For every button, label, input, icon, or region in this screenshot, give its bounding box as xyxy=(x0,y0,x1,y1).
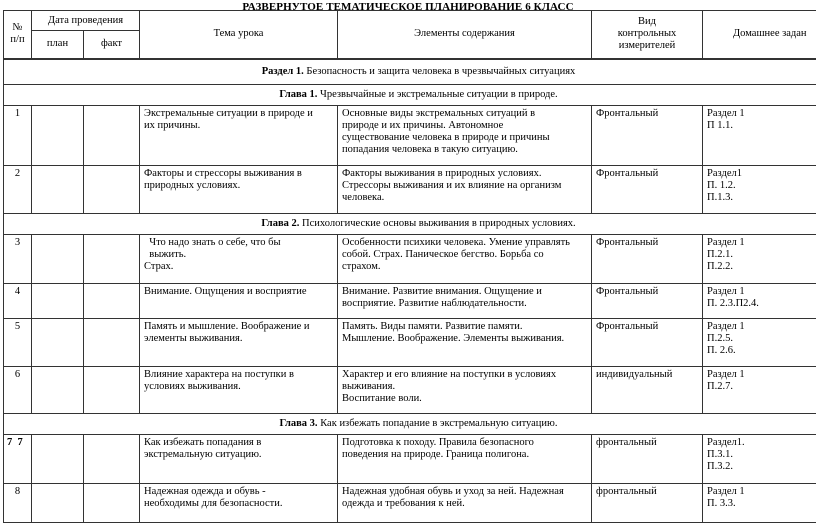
row-elements-cell: Внимание. Развитие внимания. Ощущение и восприятие. Развитие наблюдательности. xyxy=(338,283,592,318)
header-plan: план xyxy=(32,31,84,59)
row-topic-cell: Надежная одежда и обувь - необходимы для безопасности. xyxy=(140,483,338,522)
table-row xyxy=(4,318,816,366)
row-plan-cell xyxy=(32,165,84,213)
row-number-cell: 4 xyxy=(4,283,32,318)
row-measure-cell: Фронтальный xyxy=(592,318,703,366)
row-fact-cell xyxy=(84,366,140,413)
row-number-cell: 3 xyxy=(4,234,32,283)
row-elements-cell: Память. Виды памяти. Развитие памяти. Мышление. Воображение. Элементы выживания. xyxy=(338,318,592,366)
row-topic-cell: Влияние характера на поступки в условиях выживания. xyxy=(140,366,338,413)
row-number-cell: 5 xyxy=(4,318,32,366)
chapter-text: Психологические основы выживания в природных условиях. xyxy=(299,217,576,229)
row-measure-cell: Фронтальный xyxy=(592,283,703,318)
row-measure-cell: фронтальный xyxy=(592,483,703,522)
row-fact-cell xyxy=(84,165,140,213)
header-fact: факт xyxy=(84,31,140,59)
row-fact-cell xyxy=(84,283,140,318)
row-homework-cell: Раздел1 П. 1.2. П.1.3. xyxy=(703,165,816,213)
row-elements-cell: Характер и его влияние на поступки в условиях выживания. Воспитание воли. xyxy=(338,366,592,413)
header-number: № п/п xyxy=(4,11,32,59)
planning-table xyxy=(3,10,816,523)
row-fact-cell xyxy=(84,234,140,283)
chapter-text: Как избежать попадание в экстремальную ситуацию. xyxy=(317,417,558,429)
row-topic-cell: Что надо знать о себе, что бы выжить. Страх. xyxy=(140,234,338,283)
table-row xyxy=(4,105,816,165)
row-measure-cell: Фронтальный xyxy=(592,165,703,213)
header-measure: Вид контрольных измерителей xyxy=(592,11,703,59)
row-measure-cell: фронтальный xyxy=(592,434,703,483)
table-row xyxy=(4,283,816,318)
row-number-cell: 2 xyxy=(4,165,32,213)
chapter-text: Чрезвычайные и экстремальные ситуации в природе. xyxy=(317,88,558,100)
chapter-label: Глава 1. xyxy=(279,88,318,100)
section-label: Раздел 1. xyxy=(261,65,304,77)
row-elements-cell: Основные виды экстремальных ситуаций в природе и их причины. Автономное существование человека в природе и причины попадания человека в такую ситуацию. xyxy=(338,105,592,165)
table-row xyxy=(4,165,816,213)
row-plan-cell xyxy=(32,318,84,366)
row-homework-cell: Раздел 1 П. 3.3. xyxy=(703,483,816,522)
row-homework-cell: Раздел 1 П.2.7. xyxy=(703,366,816,413)
row-fact-cell xyxy=(84,105,140,165)
chapter-row xyxy=(4,213,816,234)
header-homework: Домашнее задан xyxy=(703,11,816,59)
row-topic-cell: Внимание. Ощущения и восприятие xyxy=(140,283,338,318)
chapter-label: Глава 3. xyxy=(279,417,318,429)
chapter-row xyxy=(4,413,816,434)
header-topic: Тема урока xyxy=(140,11,338,59)
row-homework-cell: Раздел 1 П.2.1. П.2.2. xyxy=(703,234,816,283)
row-homework-cell: Раздел1. П.3.1. П.3.2. xyxy=(703,434,816,483)
row-number-cell: 7 7 xyxy=(4,434,32,483)
row-homework-cell: Раздел 1 П. 2.3.П2.4. xyxy=(703,283,816,318)
row-number-cell: 6 xyxy=(4,366,32,413)
row-measure-cell: Фронтальный xyxy=(592,234,703,283)
row-elements-cell: Подготовка к походу. Правила безопасного поведения на природе. Граница полигона. xyxy=(338,434,592,483)
row-measure-cell: Фронтальный xyxy=(592,105,703,165)
row-plan-cell xyxy=(32,283,84,318)
row-elements-cell: Факторы выживания в природных условиях. Стрессоры выживания и их влияние на организм человека. xyxy=(338,165,592,213)
row-plan-cell xyxy=(32,105,84,165)
row-number-cell: 1 xyxy=(4,105,32,165)
chapter-label: Глава 2. xyxy=(261,217,300,229)
table-row xyxy=(4,483,816,522)
row-plan-cell xyxy=(32,234,84,283)
row-plan-cell xyxy=(32,366,84,413)
row-number-cell: 8 xyxy=(4,483,32,522)
row-homework-cell: Раздел 1 П.2.5. П. 2.6. xyxy=(703,318,816,366)
header-date: Дата проведения xyxy=(32,11,140,31)
section-row xyxy=(4,59,816,85)
row-fact-cell xyxy=(84,434,140,483)
header-elements: Элементы содержания xyxy=(338,11,592,59)
row-elements-cell: Надежная удобная обувь и уход за ней. Надежная одежда и требования к ней. xyxy=(338,483,592,522)
row-topic-cell: Память и мышление. Воображение и элементы выживания. xyxy=(140,318,338,366)
row-measure-cell: индивидуальный xyxy=(592,366,703,413)
row-topic-cell: Как избежать попадания в экстремальную ситуацию. xyxy=(140,434,338,483)
row-elements-cell: Особенности психики человека. Умение управлять собой. Страх. Паническое бегство. Борьба со страхом. xyxy=(338,234,592,283)
row-homework-cell: Раздел 1 П 1.1. xyxy=(703,105,816,165)
document-title: РАЗВЕРНУТОЕ ТЕМАТИЧЕСКОЕ ПЛАНИРОВАНИЕ 6 КЛАСС xyxy=(242,1,574,13)
row-topic-cell: Экстремальные ситуации в природе и их причины. xyxy=(140,105,338,165)
row-plan-cell xyxy=(32,483,84,522)
table-row xyxy=(4,434,816,483)
row-plan-cell xyxy=(32,434,84,483)
table-row xyxy=(4,234,816,283)
table-row xyxy=(4,366,816,413)
row-fact-cell xyxy=(84,318,140,366)
chapter-row xyxy=(4,84,816,105)
row-fact-cell xyxy=(84,483,140,522)
row-topic-cell: Факторы и стрессоры выживания в природных условиях. xyxy=(140,165,338,213)
section-text: Безопасность и защита человека в чрезвычайных ситуациях xyxy=(303,65,576,77)
